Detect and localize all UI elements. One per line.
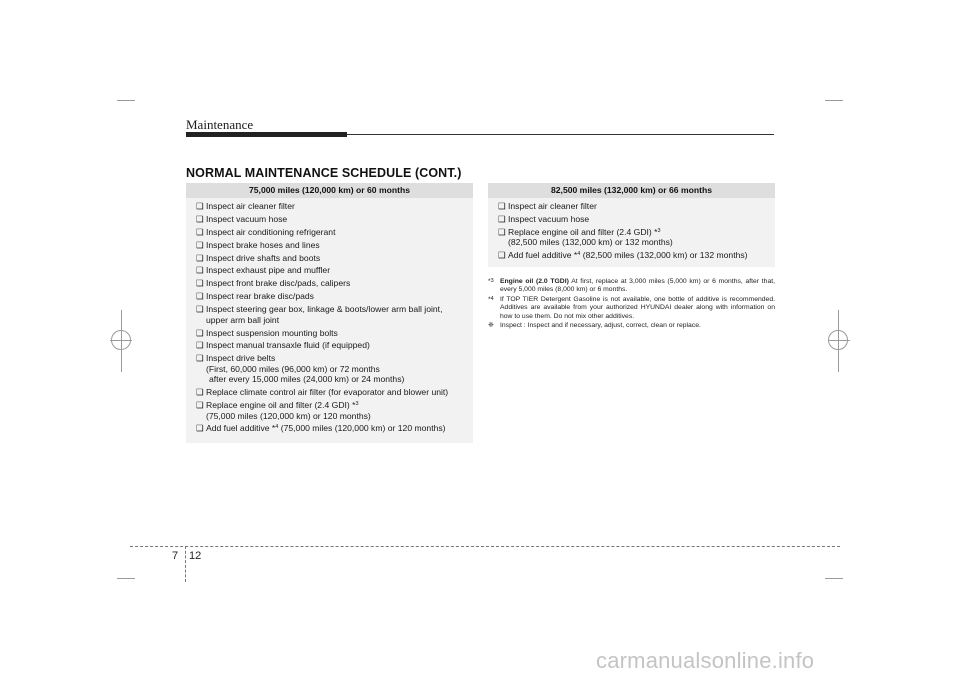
checkbox-icon: ❑ — [196, 423, 204, 434]
schedule-panel-75000 — [186, 183, 473, 443]
footnote-text: Inspect : Inspect and if necessary, adjust, correct, clean or replace. — [500, 322, 701, 330]
footnote-heading: Engine oil (2.0 TGDI) — [500, 278, 569, 285]
checkbox-icon: ❑ — [196, 327, 204, 338]
watermark: carmanualsonline.info — [596, 648, 815, 673]
footnote-symbol: * — [488, 296, 491, 304]
item-text: Inspect vacuum hose — [206, 213, 288, 224]
footer-divider — [185, 546, 186, 582]
checklist-item — [196, 291, 463, 302]
checkbox-icon: ❑ — [498, 213, 506, 224]
item-text: Replace climate control air filter (for evaporator and blower unit) — [206, 387, 449, 398]
item-text: Replace engine oil and filter (2.4 GDI) * — [508, 226, 658, 237]
checkbox-icon: ❑ — [498, 226, 506, 237]
checklist-item — [196, 400, 463, 421]
checkbox-icon: ❑ — [196, 252, 204, 263]
checklist-item — [196, 387, 463, 398]
page-title: NORMAL MAINTENANCE SCHEDULE (CONT.) — [186, 166, 462, 180]
item-text: Inspect suspension mounting bolts — [206, 327, 338, 338]
checklist-item — [196, 423, 463, 434]
panel-body — [488, 198, 775, 267]
item-text: Inspect air cleaner filter — [508, 201, 597, 211]
footnote-text: If TOP TIER Detergent Gasoline is not available, one bottle of additive is recommended. Additives are available from your authorized HYUNDAI dealer along with information on how to use them. Do not mix other additives. — [500, 296, 775, 320]
checkbox-icon: ❑ — [498, 250, 506, 261]
item-text: Replace engine oil and filter (2.4 GDI) * — [206, 400, 356, 411]
item-detail: (First, 60,000 miles (96,000 km) or 72 months — [206, 363, 380, 374]
footnote-ref: 4 — [275, 424, 279, 431]
checkbox-icon: ❑ — [196, 239, 204, 250]
checklist-item — [498, 227, 765, 248]
checklist-item — [498, 250, 765, 261]
checkbox-icon: ❑ — [196, 278, 204, 289]
footnote-mark — [488, 278, 494, 286]
checklist-item — [196, 214, 463, 225]
footnote-mark — [488, 322, 494, 330]
item-text: Inspect vacuum hose — [508, 213, 590, 224]
checklist-item — [196, 201, 463, 212]
registration-circle — [828, 330, 848, 350]
footnote — [488, 278, 775, 295]
item-text: Inspect drive shafts and boots — [206, 252, 321, 263]
crop-mark — [825, 100, 843, 101]
checklist-item — [196, 304, 463, 325]
crop-mark — [117, 100, 135, 101]
item-text: Inspect manual transaxle fluid (if equipped) — [206, 340, 370, 351]
chapter-number: 7 — [172, 550, 179, 562]
checklist-item — [196, 278, 463, 289]
checkbox-icon: ❑ — [196, 291, 204, 302]
footnotes — [488, 278, 775, 332]
checklist-item — [498, 214, 765, 225]
section-label: Maintenance — [186, 117, 254, 132]
checklist-item — [196, 328, 463, 339]
item-detail: upper arm ball joint — [206, 314, 280, 325]
checkbox-icon: ❑ — [498, 201, 506, 211]
footnote-mark — [488, 296, 494, 304]
item-text: Inspect air conditioning refrigerant — [206, 226, 336, 237]
item-detail: (82,500 miles (132,000 km) or 132 months) — [508, 237, 673, 248]
checklist-item — [196, 353, 463, 385]
checklist-item — [196, 227, 463, 238]
footnote-ref: 4 — [577, 251, 581, 258]
checklist-item — [196, 240, 463, 251]
crop-mark — [825, 578, 843, 579]
item-text: Inspect exhaust pipe and muffler — [206, 265, 331, 276]
checkbox-icon: ❑ — [196, 213, 204, 224]
footnote-number: 4 — [490, 296, 494, 303]
checklist-item — [196, 340, 463, 351]
item-text: Add fuel additive * — [508, 250, 578, 261]
footnote — [488, 296, 775, 321]
checklist-item — [196, 265, 463, 276]
footnote-text: At first, replace at 3,000 miles (5,000 km) or 6 months, after that, every 5,000 miles (8,000 km) or 6 months. — [500, 278, 775, 294]
checkbox-icon: ❑ — [196, 201, 204, 211]
checklist-item — [498, 201, 765, 212]
item-text: Inspect air cleaner filter — [206, 201, 295, 211]
item-detail: (75,000 miles (120,000 km) or 120 months) — [206, 410, 371, 421]
header-rule — [347, 134, 774, 135]
schedule-panel-82500 — [488, 183, 775, 267]
checkbox-icon: ❑ — [196, 353, 204, 364]
panel-heading: 75,000 miles (120,000 km) or 60 months — [186, 183, 473, 198]
footnote-ref: 3 — [657, 227, 661, 234]
item-text: (75,000 miles (120,000 km) or 120 months) — [278, 423, 446, 434]
checkbox-icon: ❑ — [196, 387, 204, 398]
crop-mark — [117, 578, 135, 579]
item-text: Inspect steering gear box, linkage & boots/lower arm ball joint, — [206, 304, 443, 315]
page-number: 12 — [189, 550, 202, 562]
item-text: (82,500 miles (132,000 km) or 132 months) — [580, 250, 748, 261]
footnote-number: 3 — [490, 278, 494, 284]
footer-rule — [130, 546, 840, 547]
registration-circle — [111, 330, 131, 350]
footnote-symbol: * — [488, 278, 491, 285]
item-text: Inspect brake hoses and lines — [206, 239, 320, 250]
panel-heading: 82,500 miles (132,000 km) or 66 months — [488, 183, 775, 198]
item-text: Inspect front brake disc/pads, calipers — [206, 278, 351, 289]
item-detail: after every 15,000 miles (24,000 km) or 24 months) — [209, 374, 405, 385]
header-bar — [186, 132, 347, 137]
item-text: Add fuel additive * — [206, 423, 276, 434]
checkbox-icon: ❑ — [196, 400, 204, 411]
checkbox-icon: ❑ — [196, 340, 204, 351]
panel-body — [186, 198, 473, 440]
checkbox-icon: ❑ — [196, 265, 204, 276]
item-text: Inspect drive belts — [206, 353, 276, 364]
footnote-ref: 3 — [355, 401, 359, 408]
footnote — [488, 322, 775, 330]
footnote-symbol: ❈ — [488, 322, 494, 330]
item-text: Inspect rear brake disc/pads — [206, 291, 314, 302]
checkbox-icon: ❑ — [196, 226, 204, 237]
checklist-item — [196, 253, 463, 264]
checkbox-icon: ❑ — [196, 304, 204, 315]
